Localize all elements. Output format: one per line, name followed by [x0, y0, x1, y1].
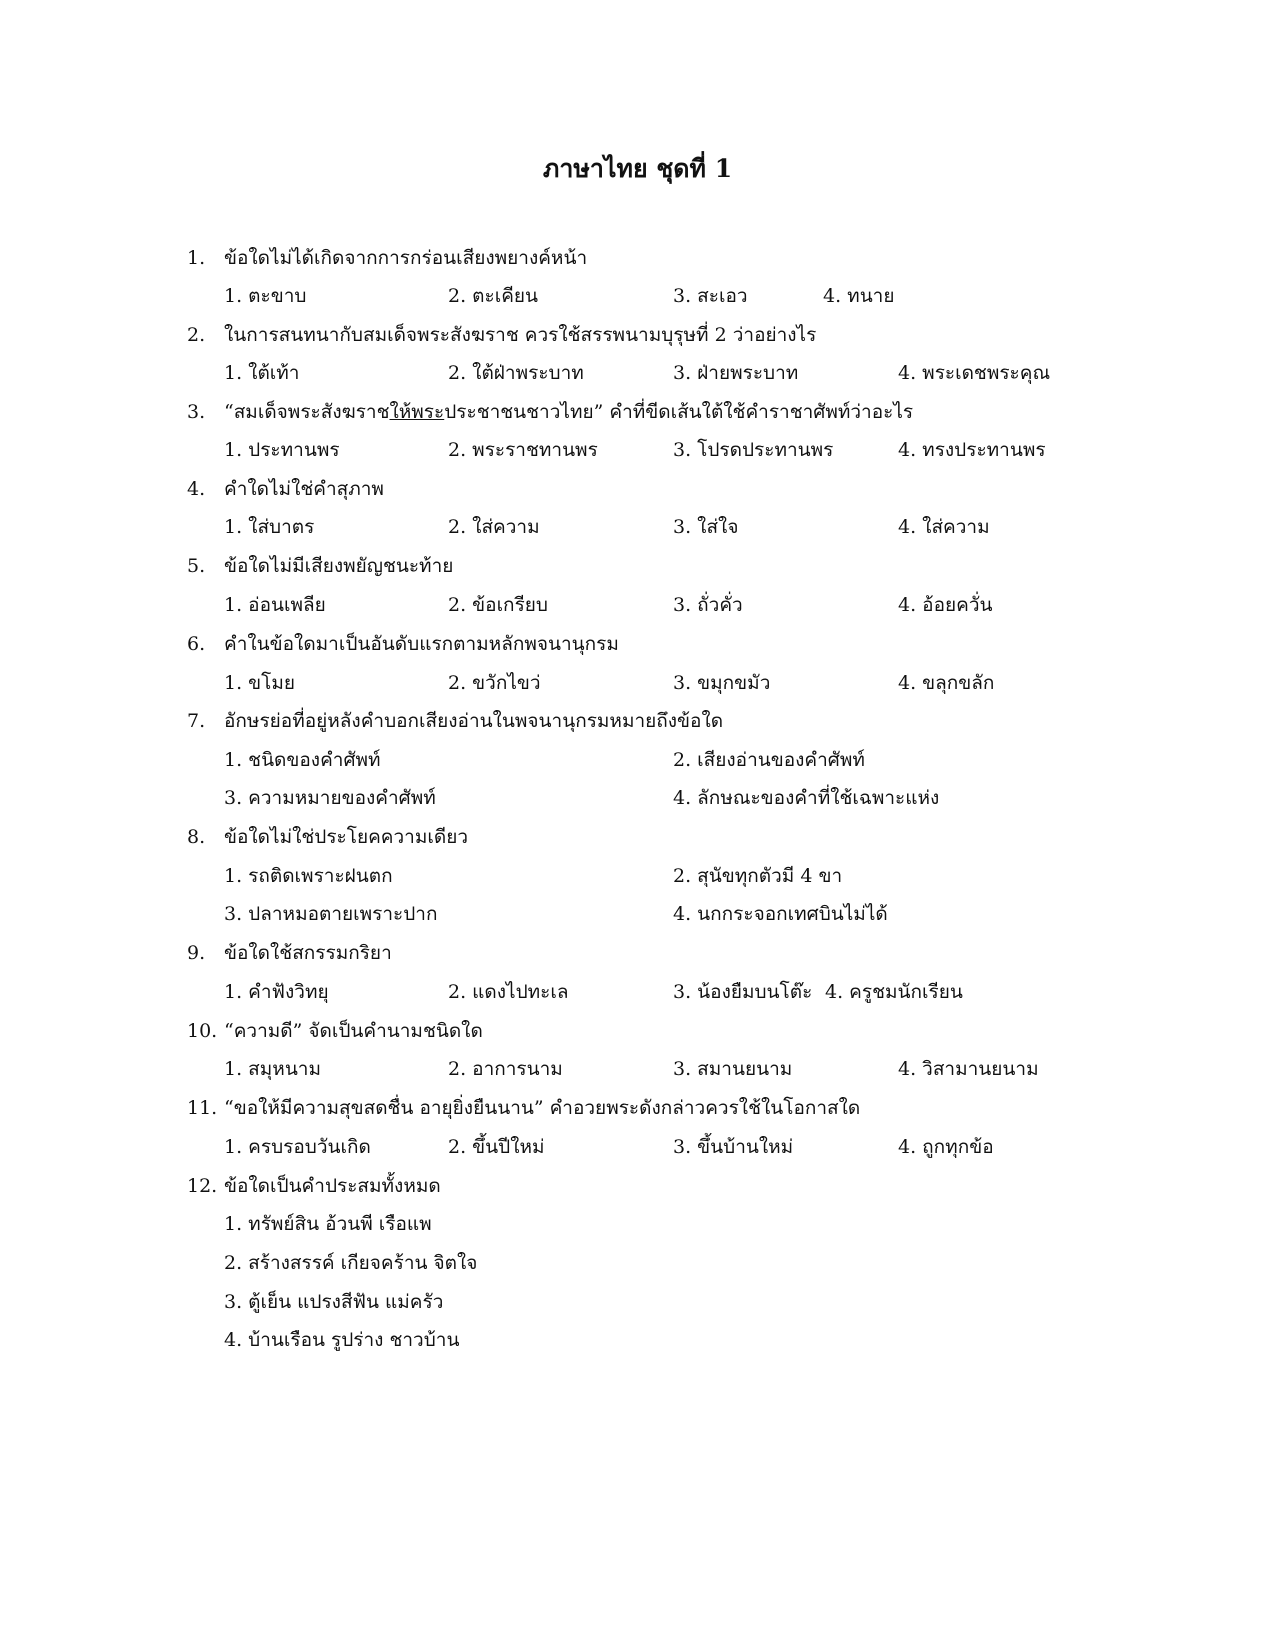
- option-3: 3. ถั่วคั่ว: [673, 594, 743, 616]
- question-text: “ความดี” จัดเป็นคำนามชนิดใด: [224, 1020, 483, 1042]
- option-3: 3. ใส่ใจ: [673, 516, 739, 538]
- option-3: 3. สมานยนาม: [673, 1058, 793, 1080]
- option-1: 1. รถติดเพราะฝนตก: [224, 865, 393, 887]
- option-1: 1. สมุหนาม: [224, 1058, 321, 1080]
- question-number: 4.: [187, 478, 206, 500]
- option-4: 4. อ้อยควั่น: [898, 594, 993, 616]
- option-4: 4. ขลุกขลัก: [898, 672, 995, 694]
- option-4: 4. ใส่ความ: [898, 516, 990, 538]
- option-2: 2. ใส่ความ: [448, 516, 540, 538]
- option-2: 2. พระราชทานพร: [448, 439, 598, 461]
- option-3: 3. สะเอว: [673, 285, 748, 307]
- option-1: 1. ชนิดของคำศัพท์: [224, 749, 381, 771]
- question-text: ในการสนทนากับสมเด็จพระสังฆราช ควรใช้สรรพนามบุรุษที่ 2 ว่าอย่างไร: [224, 324, 817, 346]
- option-3: 3. ฝ่ายพระบาท: [673, 362, 799, 384]
- option-1: 1. ประทานพร: [224, 439, 340, 461]
- option-4: 4. พระเดชพระคุณ: [898, 362, 1051, 384]
- option-2: 2. เสียงอ่านของคำศัพท์: [673, 749, 865, 771]
- question-number: 7.: [187, 710, 206, 732]
- option-2: 2. ขวักไขว่: [448, 672, 541, 694]
- option-3: 3. ปลาหมอตายเพราะปาก: [224, 903, 438, 925]
- option-2: 2. อาการนาม: [448, 1058, 563, 1080]
- question-text: ข้อใดไม่มีเสียงพยัญชนะท้าย: [224, 555, 454, 577]
- option-1: 1. ทรัพย์สิน อ้วนพี เรือแพ: [224, 1213, 432, 1235]
- option-1: 1. อ่อนเพลีย: [224, 594, 326, 616]
- question-number: 2.: [187, 324, 206, 346]
- option-4: 4. ทรงประทานพร: [898, 439, 1046, 461]
- option-2: 2. ใต้ฝ่าพระบาท: [448, 362, 584, 384]
- page-title: ภาษาไทย ชุดที่ 1: [542, 154, 733, 183]
- option-1: 1. คำฟังวิทยุ: [224, 981, 329, 1003]
- question-number: 6.: [187, 633, 206, 655]
- question-text: อักษรย่อที่อยู่หลังคำบอกเสียงอ่านในพจนานุกรมหมายถึงข้อใด: [224, 710, 724, 732]
- question-number: 11.: [187, 1097, 218, 1119]
- question-text: [224, 395, 913, 429]
- question-number: 1.: [187, 247, 206, 269]
- option-1: 1. ครบรอบวันเกิด: [224, 1136, 371, 1158]
- option-4: 4. ถูกทุกข้อ: [898, 1136, 994, 1158]
- option-2: 2. สร้างสรรค์ เกียจคร้าน จิตใจ: [224, 1252, 478, 1274]
- question-number: 8.: [187, 826, 206, 848]
- option-4: 4. ทนาย: [823, 285, 895, 307]
- question-number: 12.: [187, 1175, 218, 1197]
- question-text: ข้อใดไม่ได้เกิดจากการกร่อนเสียงพยางค์หน้า: [224, 247, 588, 269]
- question-number: 3.: [187, 401, 206, 423]
- option-2: 2. ข้อเกรียบ: [448, 594, 548, 616]
- question-text: คำใดไม่ใช่คำสุภาพ: [224, 478, 384, 500]
- option-4: 4. บ้านเรือน รูปร่าง ชาวบ้าน: [224, 1329, 460, 1351]
- option-3: 3. โปรดประทานพร: [673, 439, 834, 461]
- option-2: 2. ตะเคียน: [448, 285, 539, 307]
- underlined-word: ให้พระ: [389, 401, 445, 423]
- question-text-after: ประชาชนชาวไทย” คำที่ขีดเส้นใต้ใช้คำราชาศัพท์ว่าอะไร: [444, 401, 914, 423]
- option-2: 2. ขึ้นปีใหม่: [448, 1136, 545, 1158]
- option-3: 3. ตู้เย็น แปรงสีฟัน แม่ครัว: [224, 1291, 444, 1313]
- option-4: 4. นกกระจอกเทศบินไม่ได้: [673, 903, 888, 925]
- option-3: 3. ความหมายของคำศัพท์: [224, 787, 436, 809]
- question-text-before: “สมเด็จพระสังฆราช: [224, 401, 390, 423]
- option-1: 1. ใส่บาตร: [224, 516, 315, 538]
- option-1: 1. ใต้เท้า: [224, 362, 300, 384]
- question-text: ข้อใดเป็นคำประสมทั้งหมด: [224, 1175, 441, 1197]
- option-4: 4. ครูชมนักเรียน: [825, 981, 963, 1003]
- option-4: 4. ลักษณะของคำที่ใช้เฉพาะแห่ง: [673, 787, 940, 809]
- option-1: 1. ขโมย: [224, 672, 296, 694]
- option-1: 1. ตะขาบ: [224, 285, 307, 307]
- question-number: 10.: [187, 1020, 218, 1042]
- option-3: 3. น้องยืมบนโต๊ะ: [673, 981, 813, 1003]
- question-number: 5.: [187, 555, 206, 577]
- question-text: คำในข้อใดมาเป็นอันดับแรกตามหลักพจนานุกรม: [224, 633, 619, 655]
- question-text: “ขอให้มีความสุขสดชื่น อายุยิ่งยืนนาน” คำอวยพระดังกล่าวควรใช้ในโอกาสใด: [224, 1097, 861, 1119]
- question-text: ข้อใดใช้สกรรมกริยา: [224, 942, 392, 964]
- option-2: 2. สุนัขทุกตัวมี 4 ขา: [673, 865, 843, 887]
- option-2: 2. แดงไปทะเล: [448, 981, 569, 1003]
- question-text: ข้อใดไม่ใช่ประโยคความเดียว: [224, 826, 468, 848]
- option-4: 4. วิสามานยนาม: [898, 1058, 1039, 1080]
- question-number: 9.: [187, 942, 206, 964]
- option-3: 3. ขมุกขมัว: [673, 672, 771, 694]
- option-3: 3. ขึ้นบ้านใหม่: [673, 1136, 794, 1158]
